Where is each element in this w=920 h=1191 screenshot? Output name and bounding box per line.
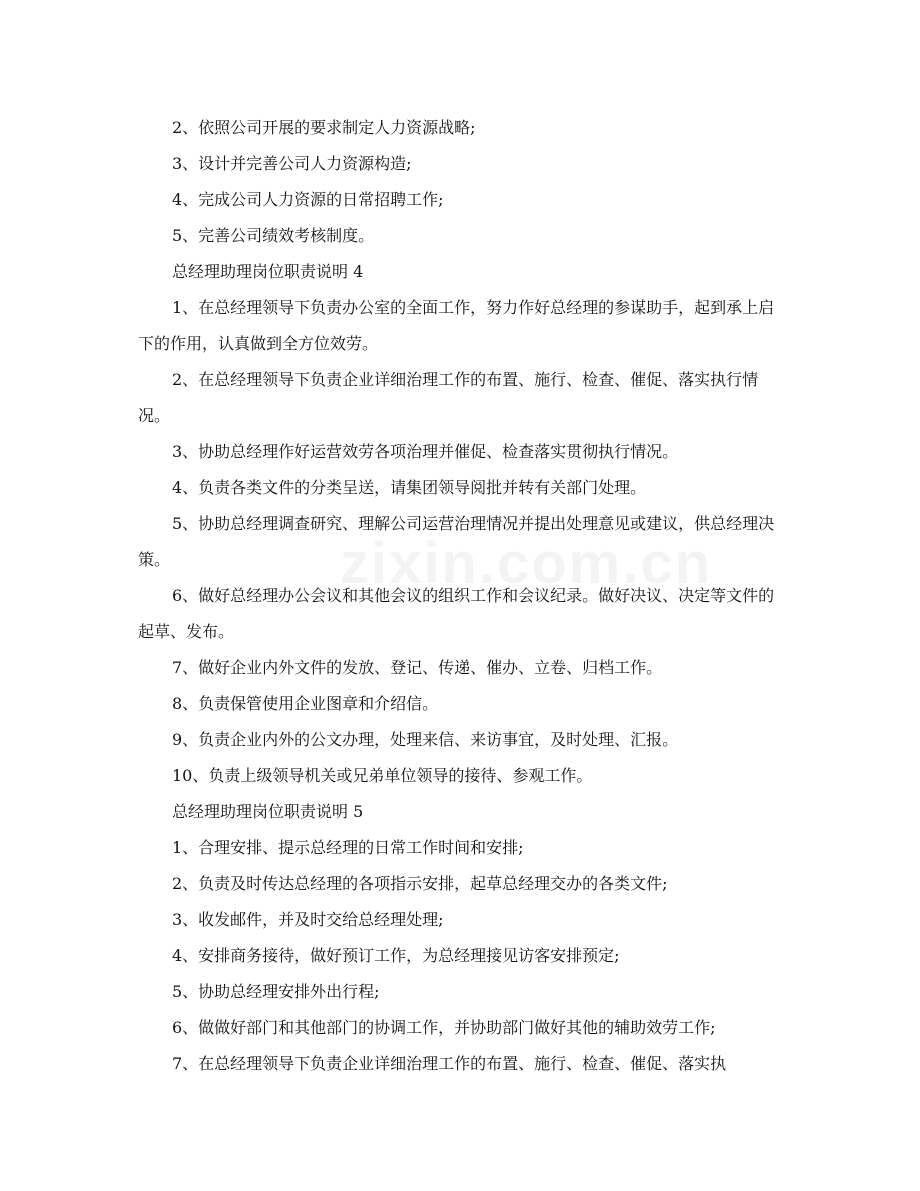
paragraph: 5、协助总经理安排外出行程;	[172, 982, 380, 1001]
paragraph: 2、在总经理领导下负责企业详细治理工作的布置、施行、检查、催促、落实执行情况。	[138, 370, 759, 425]
paragraph: 3、协助总经理作好运营效劳各项治理并催促、检查落实贯彻执行情况。	[172, 442, 679, 461]
paragraph: 4、完成公司人力资源的日常招聘工作;	[172, 190, 444, 209]
paragraph: 9、负责企业内外的公文办理，处理来信、来访事宜，及时处理、汇报。	[172, 730, 679, 749]
paragraph: 总经理助理岗位职责说明 5	[172, 802, 364, 821]
paragraph: 总经理助理岗位职责说明 4	[172, 262, 364, 281]
paragraph: 3、设计并完善公司人力资源构造;	[172, 154, 412, 173]
paragraph: 7、做好企业内外文件的发放、登记、传递、催办、立卷、归档工作。	[172, 658, 663, 677]
paragraph: 8、负责保管使用企业图章和介绍信。	[172, 694, 439, 713]
paragraph: 2、负责及时传达总经理的各项指示安排，起草总经理交办的各类文件;	[172, 874, 668, 893]
paragraph: 1、合理安排、提示总经理的日常工作时间和安排;	[172, 838, 524, 857]
paragraph: 1、在总经理领导下负责办公室的全面工作，努力作好总经理的参谋助手，起到承上启下的作用，认真做到全方位效劳。	[138, 298, 775, 353]
paragraph: 3、收发邮件，并及时交给总经理处理;	[172, 910, 444, 929]
paragraph: 10、负责上级领导机关或兄弟单位领导的接待、参观工作。	[172, 766, 593, 785]
paragraph: 5、协助总经理调查研究、理解公司运营治理情况并提出处理意见或建议，供总经理决策。	[138, 514, 775, 569]
paragraph: 6、做好总经理办公会议和其他会议的组织工作和会议纪录。做好决议、决定等文件的起草、发布。	[138, 586, 775, 641]
paragraph: 7、在总经理领导下负责企业详细治理工作的布置、施行、检查、催促、落实执	[172, 1054, 727, 1073]
paragraph: 4、负责各类文件的分类呈送，请集团领导阅批并转有关部门处理。	[172, 478, 647, 497]
document-body	[138, 110, 788, 1082]
paragraph: 4、安排商务接待，做好预订工作，为总经理接见访客安排预定;	[172, 946, 620, 965]
paragraph: 5、完善公司绩效考核制度。	[172, 226, 375, 245]
paragraph: 2、依照公司开展的要求制定人力资源战略;	[172, 118, 476, 137]
paragraph: 6、做做好部门和其他部门的协调工作，并协助部门做好其他的辅助效劳工作;	[172, 1018, 716, 1037]
